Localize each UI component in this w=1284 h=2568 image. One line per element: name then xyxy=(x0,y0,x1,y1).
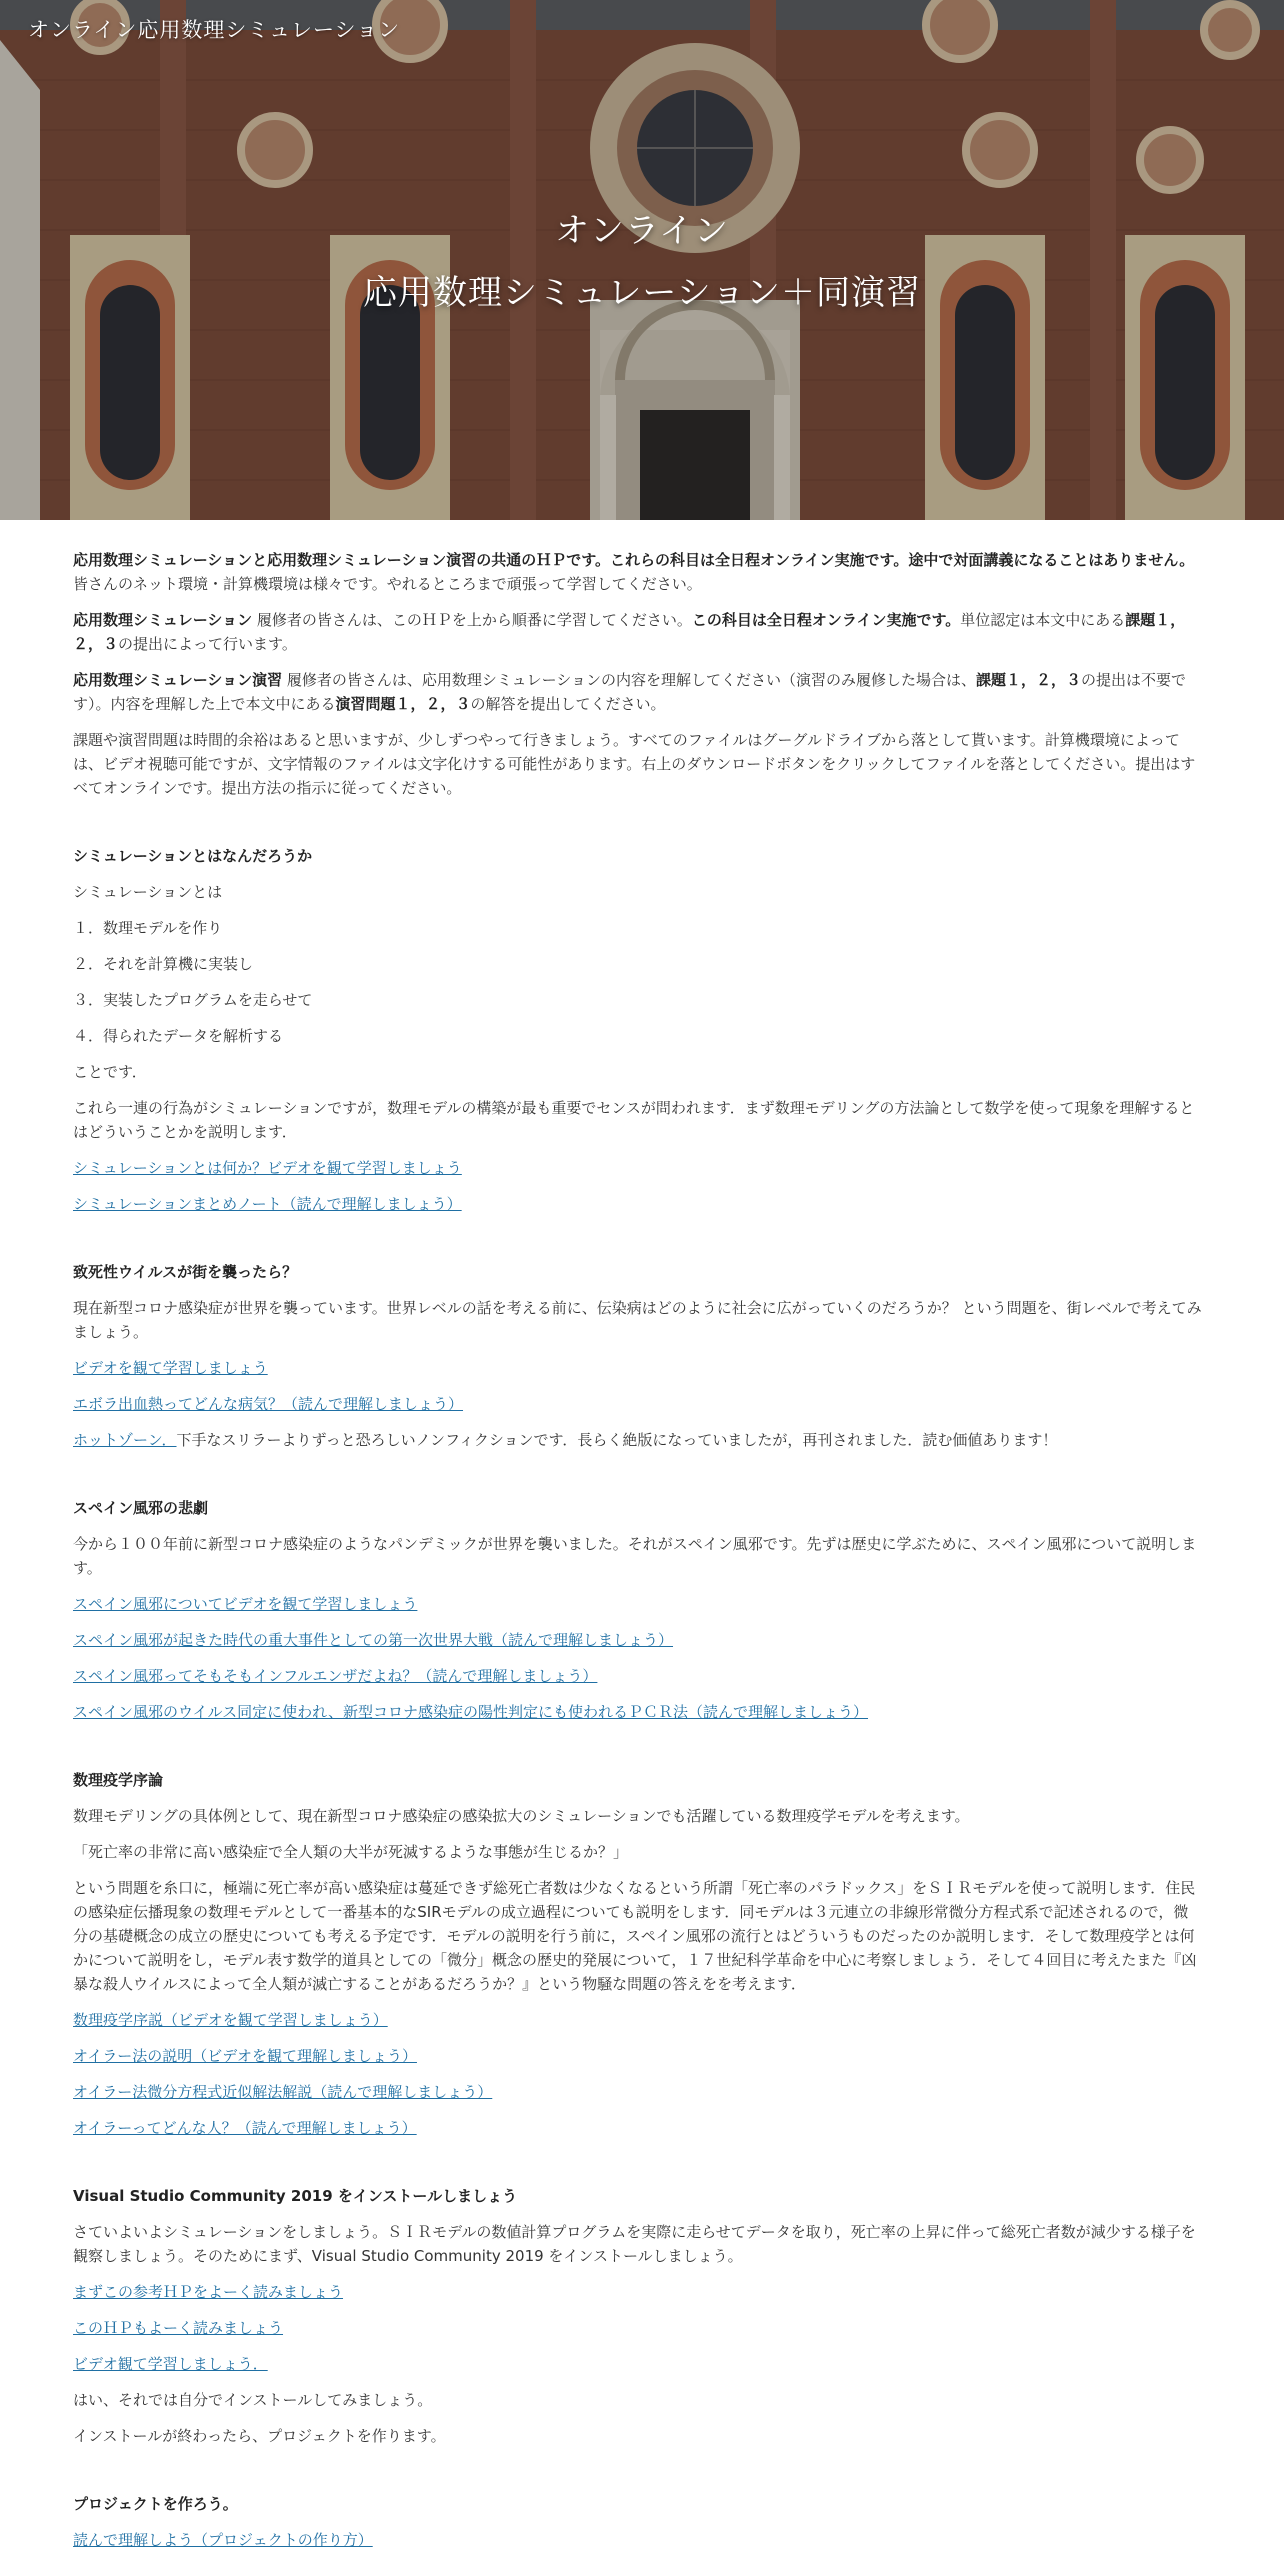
intro-text-3b: の提出は不要です）。内容を理解した上で本文中にある xyxy=(73,671,1187,713)
section4-text: という問題を糸口に，極端に死亡率が高い感染症は蔓延できず総死亡者数は少なくなるという所謂「死亡率のパラドックス」をＳＩＲモデルを使って説明します．住民の感染症伝播現象の数理モデルとして一番基本的なSIRモデルの成立過程についても説明をします．同モデルは３元連立の非線形常微分方程式系で記述されるので，微分の基礎概念の成立の歴史についても考える予定です．モデルの説明を行う前に，スペイン風邪の流行とはどういうものだったのか説明します．そして数理疫学とは何かについて説明をし，モデル表す数学的道具としての「微分」概念の歴史的発展について，１７世紀科学革命を中心に考察しましょう．そして４回目に考えたまた『凶暴な殺人ウイルスによって全人類が滅亡することがあるだろうか？』という物騒な問題の答えをを考えます． xyxy=(73,1879,1197,1993)
section5-text: インストールが終わったら、プロジェクトを作ります。 xyxy=(73,2427,446,2445)
list-item: ４．得られたデータを解析する xyxy=(73,1027,284,1045)
hero-banner xyxy=(0,0,1284,520)
intro-bold-2: この科目は全日程オンライン実施です。 xyxy=(691,611,961,629)
link-hotzone[interactable]: ホットゾーン． xyxy=(73,1431,177,1449)
link-euler-person[interactable]: オイラーってどんな人？（読んで理解しましょう） xyxy=(73,2119,417,2137)
intro-exercises: 演習問題１，２，３ xyxy=(335,695,471,713)
link-reference-hp[interactable]: まずこの参考ＨＰをよーく読みましょう xyxy=(73,2283,344,2301)
section-heading-epidemiology: 数理疫学序論 xyxy=(73,1771,164,1789)
link-virus-video[interactable]: ビデオを観て学習しましょう xyxy=(73,1359,268,1377)
list-item: ３．実装したプログラムを走らせて xyxy=(73,991,313,1009)
section-heading-spanish-flu: スペイン風邪の悲劇 xyxy=(73,1499,209,1517)
main-content xyxy=(73,548,1203,2564)
section4-question: 「死亡率の非常に高い感染症で全人類の大半が死滅するような事態が生じるか？」 xyxy=(73,1843,629,1861)
intro-paragraph-4: 課題や演習問題は時間的余裕はあると思いますが、少しずつやって行きましょう。すべてのファイルはグーグルドライブから落として貰います。計算機環境によっては、ビデオ視聴可能ですが、文字情報のファイルは文字化けする可能性があります。右上のダウンロードボタンをクリックしてファイルを落としてください。提出はすべてオンラインです。提出方法の指示に従ってください。 xyxy=(73,731,1196,797)
link-pcr[interactable]: スペイン風邪のウイルス同定に使われ、新型コロナ感染症の陽性判定にも使われるＰＣＲ法（読んで理解しましょう） xyxy=(73,1703,869,1721)
intro-text-3a: 履修者の皆さんは、応用数理シミュレーションの内容を理解してください（演習のみ履修した場合は、 xyxy=(282,671,976,689)
link-ebola[interactable]: エボラ出血熱ってどんな病気？（読んで理解しましょう） xyxy=(73,1395,464,1413)
link-ww1[interactable]: スペイン風邪が起きた時代の重大事件としての第一次世界大戦（読んで理解しましょう） xyxy=(73,1631,674,1649)
intro-bold-notice: 応用数理シミュレーションと応用数理シミュレーション演習の共通のＨＰです。これらの科目は全日程オンライン実施です。途中で対面講義になることはありません。 xyxy=(73,551,1195,569)
section5-text: はい、それでは自分でインストールしてみましょう。 xyxy=(73,2391,433,2409)
link-this-hp[interactable]: このＨＰもよーく読みましょう xyxy=(73,2319,284,2337)
intro-text-2c: の提出によって行います。 xyxy=(118,635,297,653)
link-install-video[interactable]: ビデオ観て学習しましょう． xyxy=(73,2355,268,2373)
hotzone-line xyxy=(73,1428,1203,1452)
list-item: １．数理モデルを作り xyxy=(73,919,223,937)
section-heading-simulation: シミュレーションとはなんだろうか xyxy=(73,847,313,865)
section2-text: 現在新型コロナ感染症が世界を襲っています。世界レベルの話を考える前に、伝染病はどのように社会に広がっていくのだろうか？ という問題を、街レベルで考えてみましょう。 xyxy=(73,1299,1202,1341)
section5-text: さていよいよシミュレーションをしましょう。ＳＩＲモデルの数値計算プログラムを実際に走らせてデータを取り，死亡率の上昇に伴って総死亡者数が減少する様子を観察しましょう。そのためにまず、Visual Studio Community 2019 をインストールしましょう。 xyxy=(73,2223,1196,2265)
hero-heading-line2: 応用数理シミュレーション＋同演習 xyxy=(363,273,921,313)
intro-course-name-2: 応用数理シミュレーション演習 xyxy=(73,671,283,689)
intro-paragraph-1 xyxy=(73,548,1203,596)
section-heading-project: プロジェクトを作ろう。 xyxy=(73,2495,238,2513)
intro-text-3c: の解答を提出してください。 xyxy=(470,695,666,713)
section1-text: ことです． xyxy=(73,1063,147,1081)
link-epidemiology-video[interactable]: 数理疫学序説（ビデオを観て学習しましょう） xyxy=(73,2011,388,2029)
link-project-howto[interactable]: 読んで理解しよう（プロジェクトの作り方） xyxy=(73,2531,373,2549)
intro-text-2a: 履修者の皆さんは、このＨＰを上から順番に学習してください。 xyxy=(252,611,692,629)
site-title[interactable]: オンライン応用数理シミュレーション xyxy=(28,18,401,42)
link-influenza[interactable]: スペイン風邪ってそもそもインフルエンザだよね？（読んで理解しましょう） xyxy=(73,1667,598,1685)
section-heading-virus: 致死性ウイルスが街を襲ったら？ xyxy=(73,1263,298,1281)
list-item: ２．それを計算機に実装し xyxy=(73,955,254,973)
section1-text: シミュレーションとは xyxy=(73,883,223,901)
intro-assignments-2: 課題１，２，３ xyxy=(975,671,1081,689)
link-simulation-notes[interactable]: シミュレーションまとめノート（読んで理解しましょう） xyxy=(73,1195,462,1213)
intro-assignments: 課題１，２，３ xyxy=(73,611,1186,653)
intro-text-2b: 単位認定は本文中にある xyxy=(960,611,1126,629)
link-euler-notes[interactable]: オイラー法微分方程式近似解法解説（読んで理解しましょう） xyxy=(73,2083,493,2101)
section3-text: 今から１００年前に新型コロナ感染症のようなパンデミックが世界を襲いました。それがスペイン風邪です。先ずは歴史に学ぶために、スペイン風邪について説明します。 xyxy=(73,1535,1197,1577)
section4-text: 数理モデリングの具体例として、現在新型コロナ感染症の感染拡大のシミュレーションでも活躍している数理疫学モデルを考えます。 xyxy=(73,1807,970,1825)
hero-heading xyxy=(0,200,1284,324)
intro-text-1: 皆さんのネット環境・計算機環境は様々です。やれるところまで頑張って学習してください。 xyxy=(73,575,702,593)
link-simulation-video[interactable]: シミュレーションとは何か？ビデオを観て学習しましょう xyxy=(73,1159,462,1177)
intro-course-name-1: 応用数理シミュレーション xyxy=(73,611,253,629)
intro-paragraph-3 xyxy=(73,668,1203,716)
hotzone-text: 下手なスリラーよりずっと恐ろしいノンフィクションです．長らく絶版になっていましたが，再刊されました．読む価値あります！ xyxy=(176,1431,1058,1449)
link-euler-video[interactable]: オイラー法の説明（ビデオを観て理解しましょう） xyxy=(73,2047,417,2065)
section-heading-visual-studio: Visual Studio Community 2019 をインストールしましょう xyxy=(73,2187,518,2205)
intro-paragraph-2 xyxy=(73,608,1203,656)
section1-text: これら一連の行為がシミュレーションですが，数理モデルの構築が最も重要でセンスが問われます．まず数理モデリングの方法論として数学を使って現象を理解するとはどういうことかを説明します． xyxy=(73,1099,1195,1141)
link-spanish-flu-video[interactable]: スペイン風邪についてビデオを観て学習しましょう xyxy=(73,1595,418,1613)
hero-heading-line1: オンライン xyxy=(555,211,729,251)
